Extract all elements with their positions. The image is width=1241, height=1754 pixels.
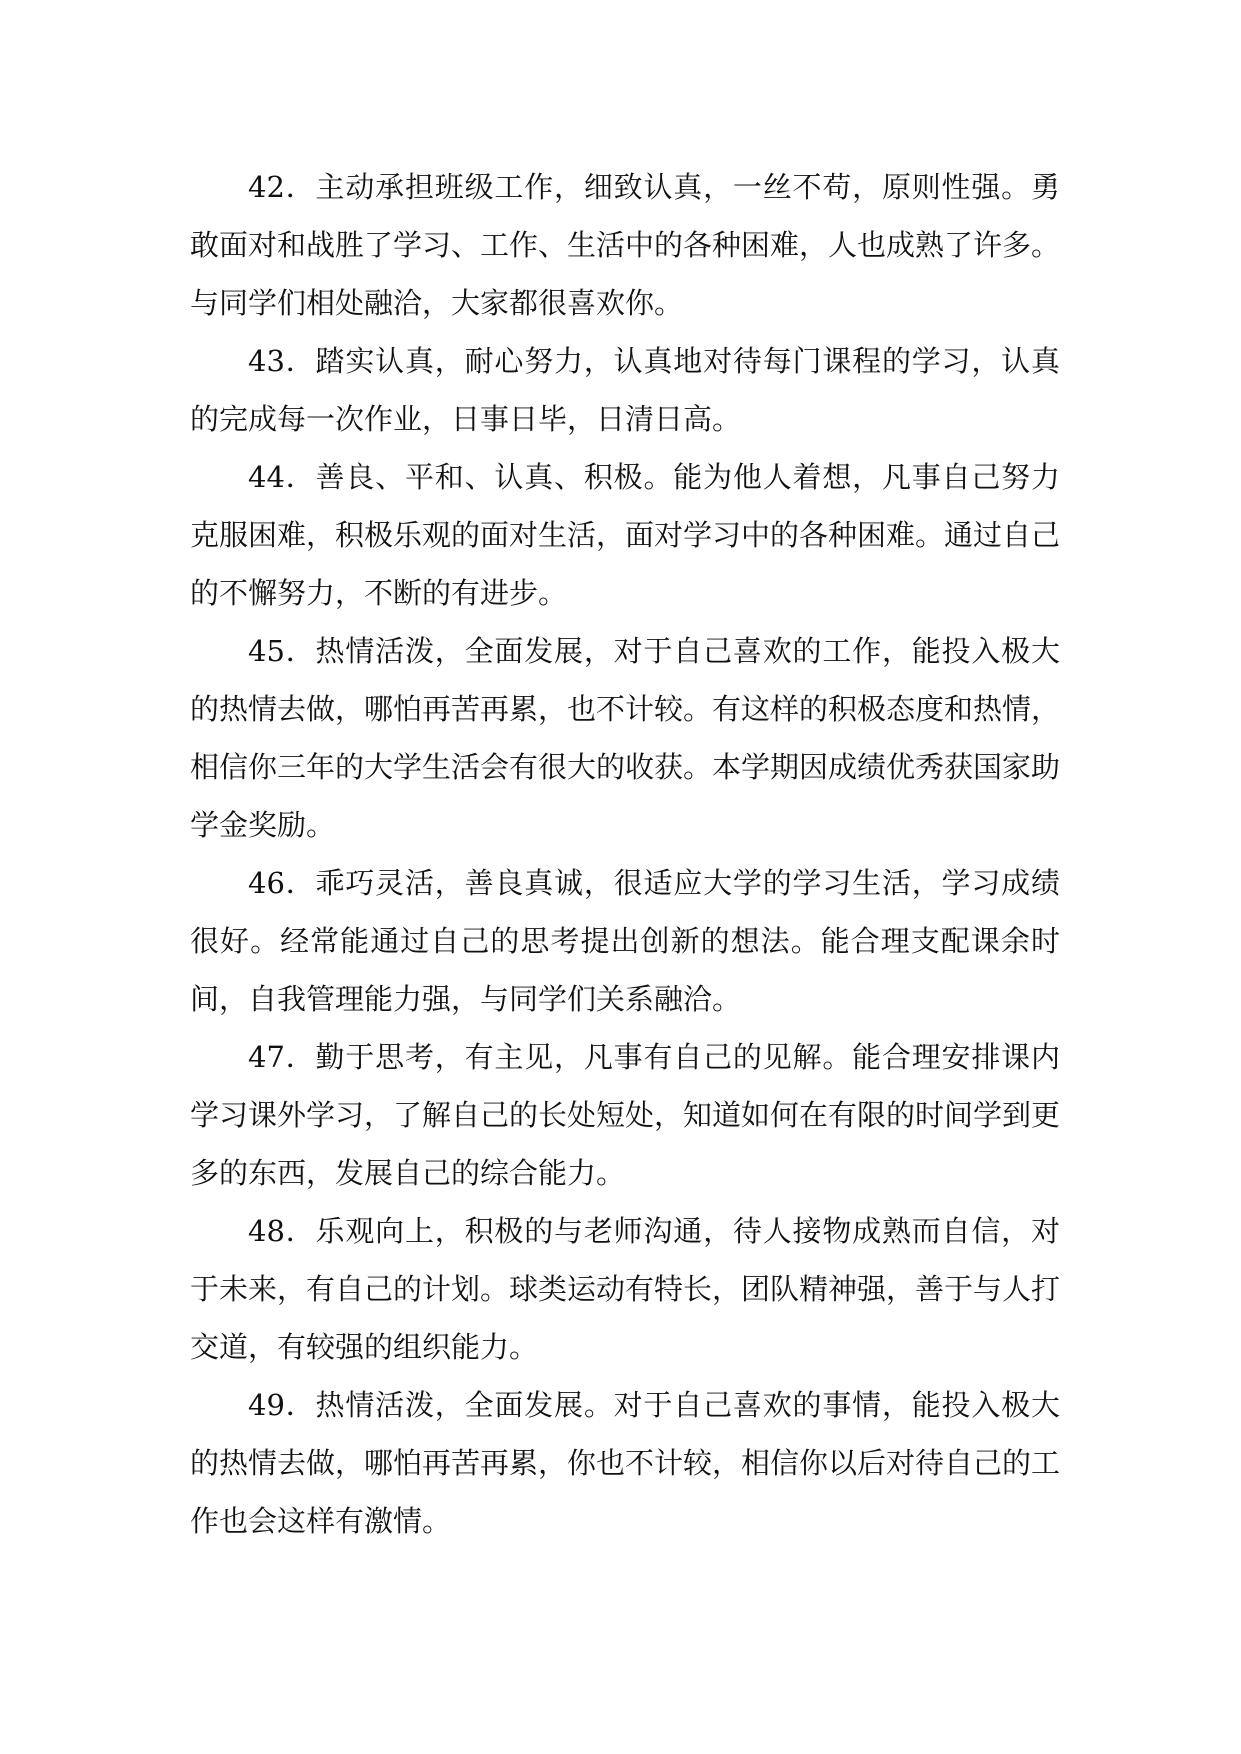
paragraph-47: 47．勤于思考，有主见，凡事有自己的见解。能合理安排课内学习课外学习，了解自己的长处短处，知道如何在有限的时间学到更多的东西，发展自己的综合能力。 xyxy=(190,1040,1061,1190)
paragraph-48: 48．乐观向上，积极的与老师沟通，待人接物成熟而自信，对于未来，有自己的计划。球类运动有特长，团队精神强，善于与人打交道，有较强的组织能力。 xyxy=(190,1214,1061,1364)
paragraph-42: 42．主动承担班级工作，细致认真，一丝不苟，原则性强。勇敢面对和战胜了学习、工作、生活中的各种困难，人也成熟了许多。与同学们相处融洽，大家都很喜欢你。 xyxy=(190,170,1061,320)
paragraph-49: 49．热情活泼，全面发展。对于自己喜欢的事情，能投入极大的热情去做，哪怕再苦再累，你也不计较，相信你以后对待自己的工作也会这样有激情。 xyxy=(190,1388,1061,1538)
paragraph-45: 45．热情活泼，全面发展，对于自己喜欢的工作，能投入极大的热情去做，哪怕再苦再累，也不计较。有这样的积极态度和热情，相信你三年的大学生活会有很大的收获。本学期因成绩优秀获国家助学金奖励。 xyxy=(190,634,1061,842)
paragraph-43: 43．踏实认真，耐心努力，认真地对待每门课程的学习，认真的完成每一次作业，日事日毕，日清日高。 xyxy=(190,344,1060,436)
paragraph-46: 46．乖巧灵活，善良真诚，很适应大学的学习生活，学习成绩很好。经常能通过自己的思考提出创新的想法。能合理支配课余时间，自我管理能力强，与同学们关系融洽。 xyxy=(190,866,1060,1016)
document-body xyxy=(190,158,1060,1550)
paragraph-44: 44．善良、平和、认真、积极。能为他人着想，凡事自己努力克服困难，积极乐观的面对生活，面对学习中的各种困难。通过自己的不懈努力，不断的有进步。 xyxy=(190,460,1061,610)
